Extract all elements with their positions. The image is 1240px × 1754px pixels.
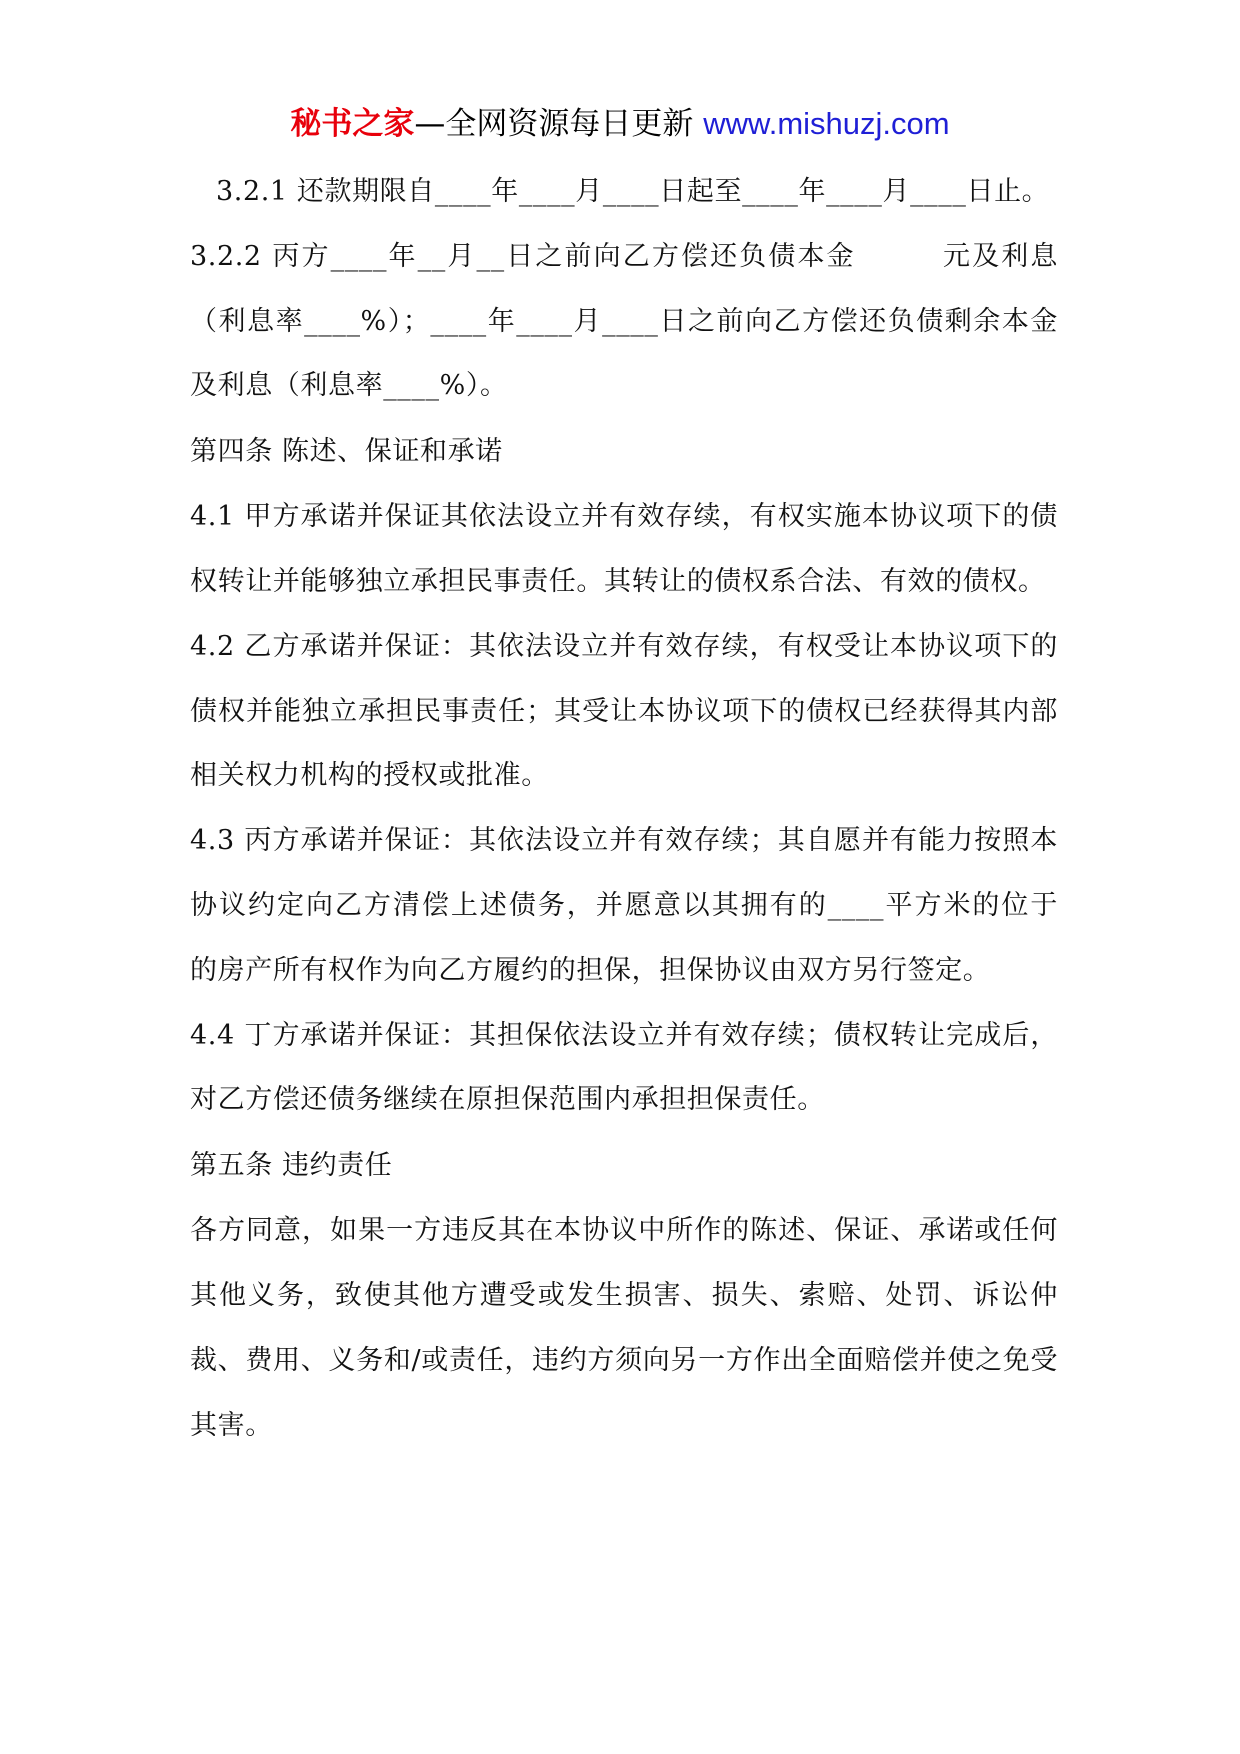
- article-5-heading: 第五条 违约责任: [190, 1150, 393, 1182]
- site-url-link[interactable]: www.mishuzj.com: [703, 106, 950, 141]
- clause-4-1: 4.1 甲方承诺并保证其依法设立并有效存续，有权实施本协议项下的债权转让并能够独立承担民事责任。其转让的债权系合法、有效的债权。: [190, 501, 1058, 597]
- brand-name: 秘书之家: [290, 106, 415, 142]
- clause-3-2-1: 3.2.1 还款期限自____年____月____日起至____年____月____日止。: [216, 176, 1050, 207]
- clause-4-3: 4.3 丙方承诺并保证：其依法设立并有效存续；其自愿并有能力按照本协议约定向乙方清偿上述债务，并愿意以其拥有的____平方米的位于 的房产所有权作为向乙方履约的担保，担保协议由双方另行签定。: [190, 825, 1141, 986]
- document-body: [190, 160, 1141, 1458]
- article-4-heading: 第四条 陈述、保证和承诺: [190, 436, 503, 468]
- clause-3-2-2: 3.2.2 丙方____年__月__日之前向乙方偿还负债本金 元及利息（利息率____%）；____年____月____日之前向乙方偿还负债剩余本金及利息（利息率____%）。: [190, 240, 1058, 402]
- article-5-body: 各方同意，如果一方违反其在本协议中所作的陈述、保证、承诺或任何其他义务，致使其他方遭受或发生损害、损失、索赔、处罚、诉讼仲裁、费用、义务和/或责任，违约方须向另一方作出全面赔偿并使之免受其害。: [190, 1215, 1058, 1441]
- clause-4-4: 4.4 丁方承诺并保证：其担保依法设立并有效存续；债权转让完成后，对乙方偿还债务继续在原担保范围内承担担保责任。: [190, 1019, 1058, 1116]
- clause-4-2: 4.2 乙方承诺并保证：其依法设立并有效存续，有权受让本协议项下的债权并能独立承担民事责任；其受让本协议项下的债权已经获得其内部相关权力机构的授权或批准。: [190, 630, 1058, 792]
- header-tagline: —全网资源每日更新: [414, 106, 694, 142]
- site-header: [0, 100, 1240, 148]
